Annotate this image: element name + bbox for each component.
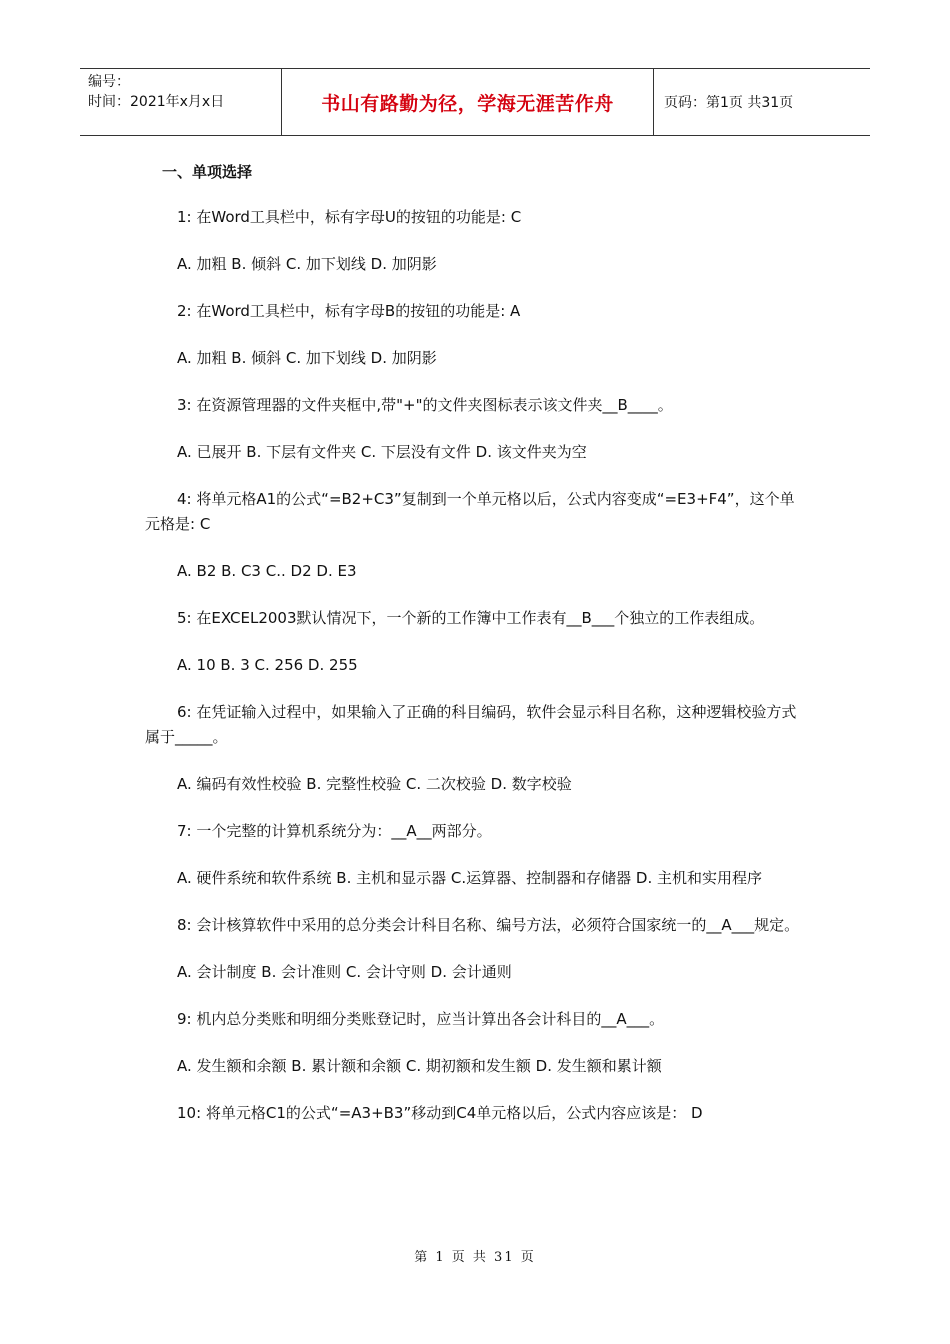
question-3: 3: 在资源管理器的文件夹框中,带"+"的文件夹图标表示该文件夹__B____。 — [177, 396, 673, 414]
header-table — [80, 68, 870, 136]
question-7: 7: 一个完整的计算机系统分为：__A__两部分。 — [177, 822, 492, 840]
question-5: 5: 在EXCEL2003默认情况下，一个新的工作簿中工作表有__B___个独立的工作表组成。 — [177, 609, 765, 627]
section-title: 一、单项选择 — [162, 163, 253, 181]
question-5-options: A. 10 B. 3 C. 256 D. 255 — [177, 656, 358, 674]
header-page-info: 页码：第1页 共31页 — [664, 95, 794, 111]
question-8-options: A. 会计制度 B. 会计准则 C. 会计守则 D. 会计通则 — [177, 963, 512, 981]
question-4-options: A. B2 B. C3 C.. D2 D. E3 — [177, 562, 357, 580]
question-1-options: A. 加粗 B. 倾斜 C. 加下划线 D. 加阴影 — [177, 255, 437, 273]
header-left-cell — [80, 69, 281, 135]
question-9: 9: 机内总分类账和明细分类账登记时，应当计算出各会计科目的__A___。 — [177, 1010, 665, 1028]
question-2-options: A. 加粗 B. 倾斜 C. 加下划线 D. 加阴影 — [177, 349, 437, 367]
question-1: 1: 在Word工具栏中，标有字母U的按钮的功能是: C — [177, 208, 522, 226]
header-motto: 书山有路勤为径，学海无涯苦作舟 — [281, 69, 654, 135]
question-6: 6: 在凭证输入过程中，如果输入了正确的科目编码，软件会显示科目名称，这种逻辑校验方式属于_____。 — [145, 703, 797, 746]
question-8: 8: 会计核算软件中采用的总分类会计科目名称、编号方法，必须符合国家统一的__A___规定。 — [177, 916, 800, 934]
question-9-options: A. 发生额和余额 B. 累计额和余额 C. 期初额和发生额 D. 发生额和累计额 — [177, 1057, 662, 1075]
question-list — [145, 205, 805, 1148]
question-3-options: A. 已展开 B. 下层有文件夹 C. 下层没有文件 D. 该文件夹为空 — [177, 443, 587, 461]
page-footer: 第 1 页 共 31 页 — [414, 1250, 536, 1265]
question-6-options: A. 编码有效性校验 B. 完整性校验 C. 二次校验 D. 数字校验 — [177, 775, 572, 793]
question-10: 10: 将单元格C1的公式“=A3+B3”移动到C4单元格以后，公式内容应该是： D — [177, 1104, 703, 1122]
question-2: 2: 在Word工具栏中，标有字母B的按钮的功能是: A — [177, 302, 521, 320]
question-7-options: A. 硬件系统和软件系统 B. 主机和显示器 C.运算器、控制器和存储器 D. 主机和实用程序 — [177, 869, 762, 887]
document-time-label: 时间：2021年x月x日 — [88, 94, 225, 110]
question-4: 4: 将单元格A1的公式“=B2+C3”复制到一个单元格以后，公式内容变成“=E3+F4”，这个单元格是: C — [145, 490, 795, 533]
document-number-label: 编号： — [88, 74, 130, 90]
